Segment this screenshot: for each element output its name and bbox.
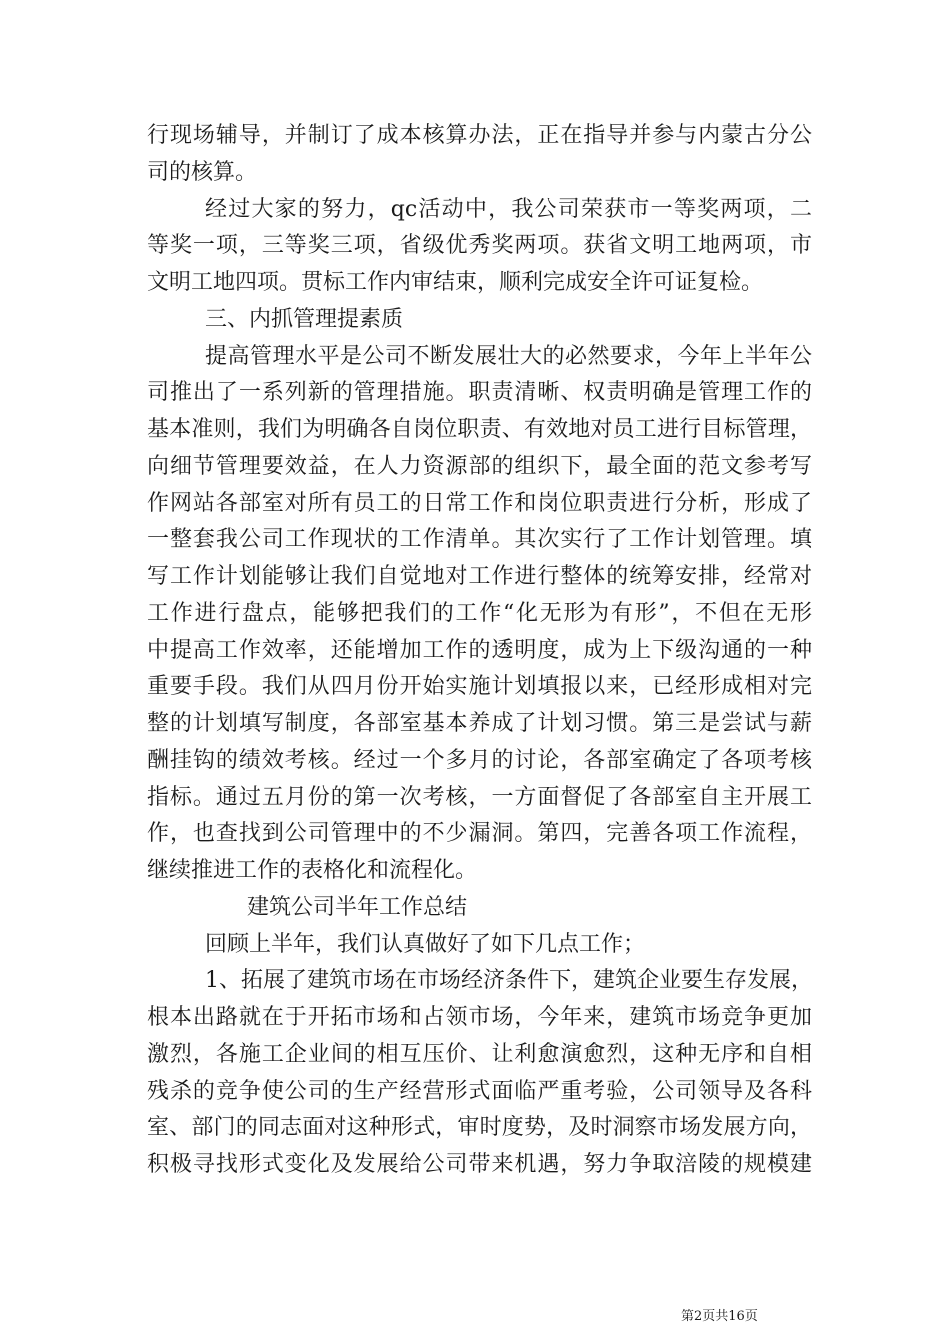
document-title: 建筑公司半年工作总结 [247,894,468,920]
text-line: 基本准则，我们为明确各自岗位职责、有效地对员工进行目标管理， [147,417,812,442]
text-line: 积极寻找形式变化及发展给公司带来机遇，努力争取涪陵的规模建 [147,1152,812,1177]
text-line: 文明工地四项。贯标工作内审结束，顺利完成安全许可证复检。 [147,270,764,295]
text-line: 指标。通过五月份的第一次考核，一方面督促了各部室自主开展工 [147,784,812,810]
text-line: 中提高工作效率，还能增加工作的透明度，成为上下级沟通的一种 [147,637,812,663]
body-text [147,118,812,1184]
paragraph-start: 提高管理水平是公司不断发展壮大的必然要求，今年上半年公 [205,343,812,369]
text-line: 整的计划填写制度，各部室基本养成了计划习惯。第三是尝试与薪 [147,711,812,736]
text-line: 工作进行盘点，能够把我们的工作“化无形为有形”，不但在无形 [147,600,812,626]
text-line: 继续推进工作的表格化和流程化。 [147,858,478,883]
page-number: 第2页共16页 [681,1309,758,1324]
text-line: 激烈，各施工企业间的相互压价、让利愈演愈烈，这种无序和自相 [147,1041,812,1067]
text-line: 行现场辅导，并制订了成本核算办法，正在指导并参与内蒙古分公 [147,123,812,148]
paragraph-start: 经过大家的努力，qc活动中，我公司荣获市一等奖两项，二 [205,196,812,222]
text-line: 酬挂钩的绩效考核。经过一个多月的讨论，各部室确定了各项考核 [147,747,812,773]
section-heading: 三、内抓管理提素质 [205,306,404,332]
text-line: 司推出了一系列新的管理措施。职责清晰、权责明确是管理工作的 [147,380,812,406]
text-line: 室、部门的同志面对这种形式，审时度势，及时洞察市场发展方向， [147,1115,812,1141]
text-line: 等奖一项，三等奖三项，省级优秀奖两项。获省文明工地两项，市 [147,233,812,259]
text-line: 作网站各部室对所有员工的日常工作和岗位职责进行分析，形成了 [147,490,812,516]
paragraph-start: 回顾上半年，我们认真做好了如下几点工作； [205,931,646,957]
text-line: 写工作计划能够让我们自觉地对工作进行整体的统筹安排，经常对 [147,564,812,589]
text-line: 残杀的竞争使公司的生产经营形式面临严重考验，公司领导及各科 [147,1078,812,1104]
text-line: 司的核算。 [147,159,258,185]
text-line: 向细节管理要效益，在人力资源部的组织下，最全面的范文参考写 [147,453,812,479]
paragraph-start: 1、拓展了建筑市场在市场经济条件下，建筑企业要生存发展， [205,968,813,994]
text-line: 一整套我公司工作现状的工作清单。其次实行了工作计划管理。填 [147,527,812,553]
text-line: 重要手段。我们从四月份开始实施计划填报以来，已经形成相对完 [147,674,812,700]
text-line: 根本出路就在于开拓市场和占领市场，今年来，建筑市场竞争更加 [147,1005,812,1030]
text-line: 作，也查找到公司管理中的不少漏洞。第四，完善各项工作流程， [147,821,812,847]
